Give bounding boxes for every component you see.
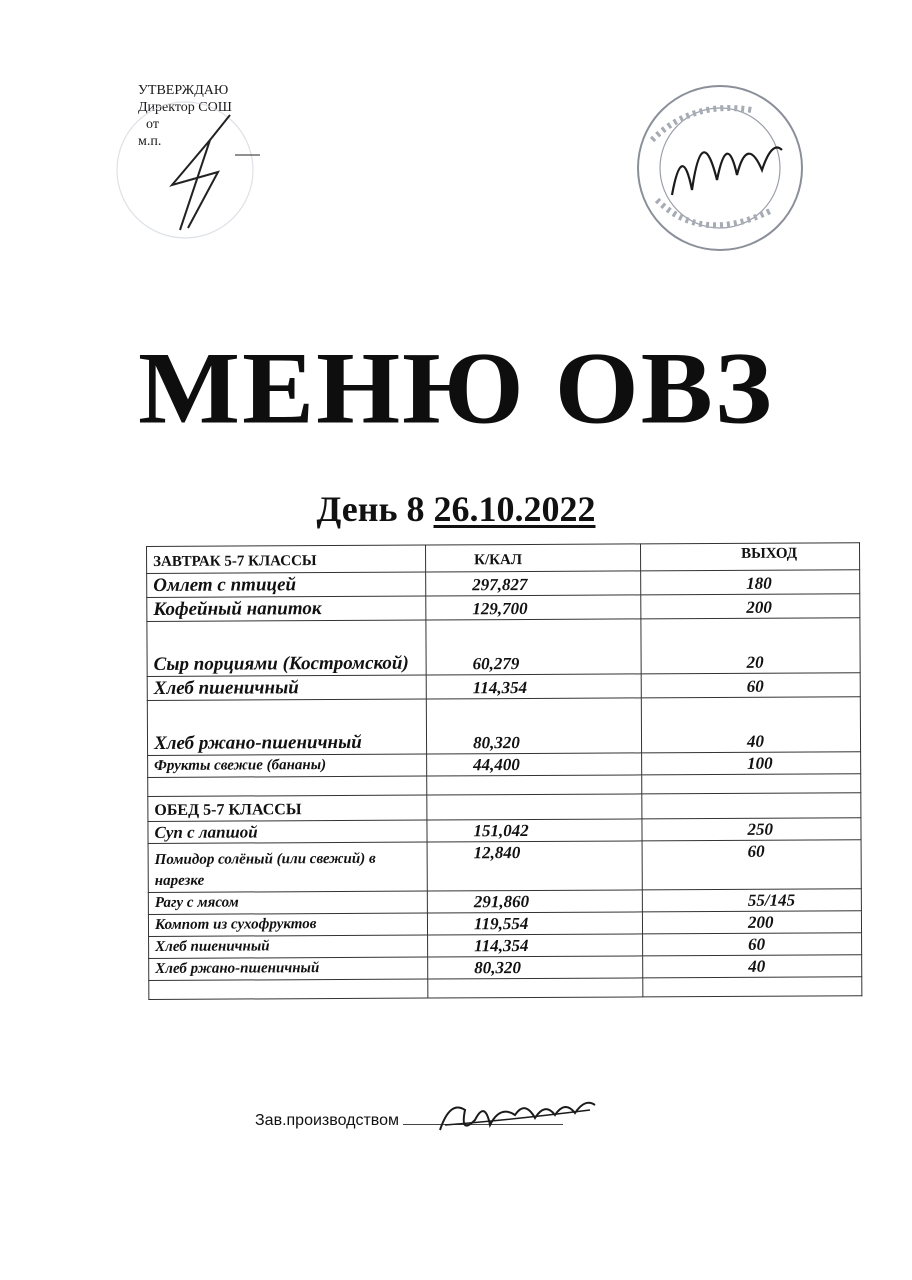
approval-date-label: от — [146, 117, 159, 132]
table-row — [149, 955, 862, 981]
dish-name: Фрукты свежие (бананы) — [148, 754, 427, 777]
lunch-header-row — [148, 793, 861, 822]
dish-output: 60 — [641, 673, 860, 698]
empty-cell — [428, 978, 643, 998]
dish-output: 60 — [642, 840, 861, 890]
director-signature — [110, 80, 280, 240]
table-row — [147, 570, 860, 598]
dish-output: 20 — [641, 618, 860, 674]
approval-title: УТВЕРЖДАЮ — [138, 83, 229, 98]
header-breakfast: ЗАВТРАК 5-7 КЛАССЫ — [147, 545, 426, 573]
approval-stamp-place: м.п. — [138, 134, 162, 149]
table-row — [148, 752, 861, 778]
production-head-label: Зав.производством — [255, 1112, 399, 1129]
dish-output: 55/145 — [642, 889, 861, 912]
empty-row — [149, 977, 862, 1000]
dish-output: 100 — [642, 752, 861, 775]
dish-kcal: 151,042 — [427, 819, 642, 842]
dish-kcal: 44,400 — [427, 753, 642, 776]
dish-kcal: 291,860 — [427, 890, 642, 913]
dish-name: Хлеб пшеничный — [147, 675, 426, 700]
dish-name: Кофейный напиток — [147, 596, 426, 621]
empty-cell — [148, 776, 427, 796]
header-kcal: К/КАЛ — [425, 544, 640, 572]
dish-name: Суп с лапшой — [148, 820, 427, 843]
dish-kcal: 119,554 — [427, 912, 642, 935]
dish-name: Помидор солёный (или свежий) в нарезке — [148, 842, 427, 892]
table-row — [148, 840, 861, 893]
dish-kcal: 114,354 — [426, 674, 641, 699]
dish-kcal: 129,700 — [426, 595, 641, 620]
dish-output: 250 — [642, 818, 861, 841]
empty-cell — [149, 979, 428, 999]
dish-name: Хлеб пшеничный — [149, 935, 428, 958]
dish-name: Хлеб ржано-пшеничный — [147, 699, 426, 755]
dish-output: 40 — [643, 955, 862, 978]
table-row — [148, 889, 861, 915]
table-row — [147, 618, 860, 677]
document-title: МЕНЮ ОВЗ — [138, 332, 774, 446]
dish-name: Компот из сухофруктов — [148, 913, 427, 936]
dish-name: Рагу с мясом — [148, 891, 427, 914]
menu-date: 26.10.2022 — [433, 489, 596, 529]
empty-cell — [427, 775, 642, 795]
approval-position: Директор СОШ — [138, 100, 232, 115]
dish-kcal: 297,827 — [426, 571, 641, 596]
table-row — [147, 594, 860, 622]
dish-output: 200 — [641, 594, 860, 619]
dish-kcal: 114,354 — [428, 934, 643, 957]
dish-kcal: 80,320 — [428, 956, 643, 979]
production-head-signature — [430, 1080, 600, 1150]
menu-table — [146, 542, 862, 1000]
table-row — [147, 673, 860, 701]
day-label: День 8 — [316, 489, 425, 529]
header-lunch: ОБЕД 5-7 КЛАССЫ — [148, 795, 427, 821]
dish-output: 40 — [641, 697, 860, 753]
dish-output: 200 — [642, 911, 861, 934]
table-row — [148, 818, 861, 844]
table-row — [147, 697, 860, 756]
official-stamp — [632, 80, 807, 255]
table-row — [148, 911, 861, 937]
dish-kcal: 12,840 — [427, 841, 642, 891]
dish-name: Омлет с птицей — [147, 572, 426, 597]
dish-name: Сыр порциями (Костромской) — [147, 620, 426, 676]
dish-kcal: 80,320 — [426, 698, 641, 754]
table-row — [149, 933, 862, 959]
empty-cell — [427, 794, 642, 820]
empty-cell — [642, 774, 861, 794]
dish-kcal: 60,279 — [426, 619, 641, 675]
empty-cell — [642, 793, 861, 819]
empty-cell — [643, 977, 862, 997]
day-line — [0, 488, 912, 530]
dish-output: 180 — [641, 570, 860, 595]
table-header-row — [147, 543, 860, 574]
dish-name: Хлеб ржано-пшеничный — [149, 957, 428, 980]
dish-output: 60 — [643, 933, 862, 956]
header-output: ВЫХОД — [640, 543, 859, 571]
